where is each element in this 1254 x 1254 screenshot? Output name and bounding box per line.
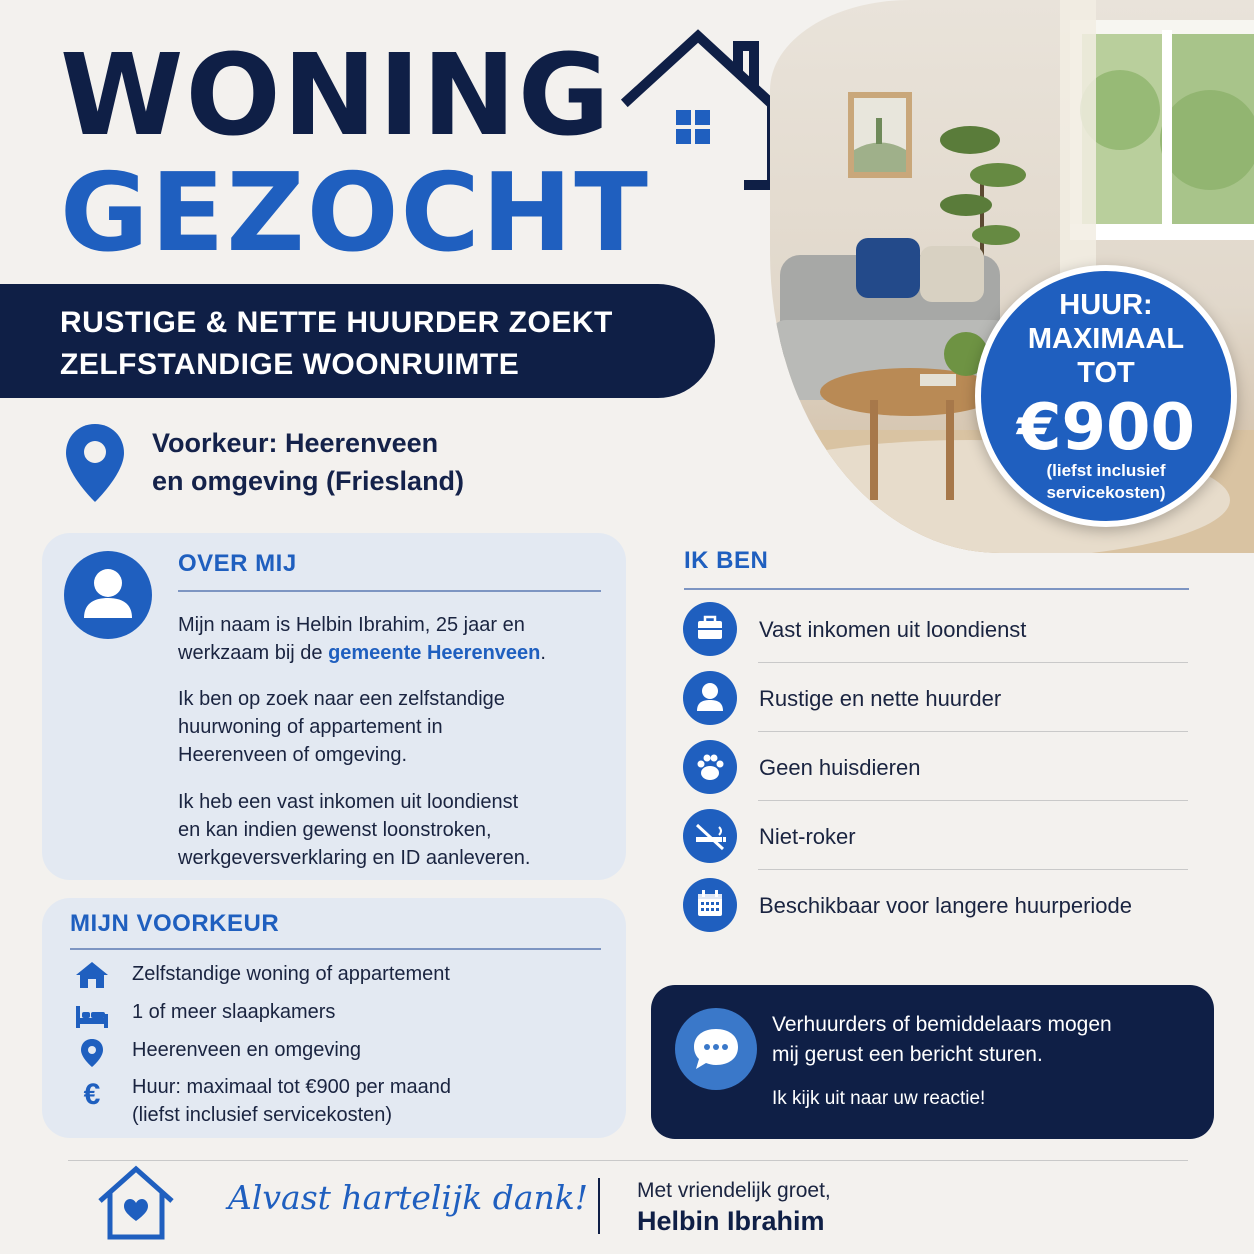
footer-divider bbox=[68, 1160, 1188, 1161]
employer-highlight: gemeente Heerenveen bbox=[328, 642, 541, 664]
price-amount: €900 bbox=[1016, 391, 1196, 465]
bed-icon bbox=[74, 1000, 110, 1030]
location-line-1: Voorkeur: Heerenveen bbox=[152, 428, 439, 458]
banner-line-2: ZELFSTANDIGE WOONRUIMTE bbox=[60, 348, 520, 381]
ik-ben-item-2: Rustige en nette huurder bbox=[759, 686, 1002, 711]
avatar-icon bbox=[63, 550, 153, 640]
over-mij-p3-line-2: en kan indien gewenst loonstroken, bbox=[178, 819, 492, 841]
mijn-voorkeur-divider bbox=[70, 948, 601, 950]
over-mij-p1-line-2 bbox=[178, 639, 598, 667]
calendar-icon bbox=[683, 878, 737, 932]
price-badge bbox=[975, 265, 1237, 527]
ik-ben-item-1: Vast inkomen uit loondienst bbox=[759, 617, 1027, 642]
home-icon bbox=[74, 960, 110, 990]
ik-ben-separator bbox=[758, 869, 1188, 870]
price-label-3: TOT bbox=[1077, 357, 1135, 389]
thanks-text: Alvast hartelijk dank! bbox=[228, 1178, 589, 1217]
banner-line-1: RUSTIGE & NETTE HUURDER ZOEKT bbox=[60, 306, 613, 339]
location-line-2: en omgeving (Friesland) bbox=[152, 466, 465, 496]
location-pin-icon bbox=[64, 422, 126, 504]
over-mij-paragraph-3 bbox=[178, 788, 598, 872]
voorkeur-item-3: Heerenveen en omgeving bbox=[132, 1039, 362, 1061]
message-line-3: Ik kijk uit naar uw reactie! bbox=[772, 1088, 986, 1109]
message-line-2: mij gerust een bericht sturen. bbox=[772, 1043, 1043, 1066]
over-mij-p2-line-1: Ik ben op zoek naar een zelfstandige bbox=[178, 688, 505, 710]
over-mij-p3-line-3: werkgeversverklaring en ID aanleveren. bbox=[178, 847, 531, 869]
mijn-voorkeur-heading: MIJN VOORKEUR bbox=[70, 910, 280, 937]
voorkeur-item-4-line-1: Huur: maximaal tot €900 per maand bbox=[132, 1076, 452, 1098]
chat-bubble-icon bbox=[674, 1007, 758, 1091]
subtitle-banner bbox=[0, 284, 715, 398]
ik-ben-item-4: Niet-roker bbox=[759, 824, 856, 849]
location-pin-icon bbox=[74, 1038, 110, 1068]
ik-ben-separator bbox=[758, 662, 1188, 663]
person-icon bbox=[683, 671, 737, 725]
heart-home-icon bbox=[94, 1163, 178, 1243]
over-mij-paragraph-1 bbox=[178, 611, 598, 667]
price-label-2: MAXIMAAL bbox=[1027, 323, 1185, 355]
no-smoking-icon bbox=[683, 809, 737, 863]
title-line-2: GEZOCHT bbox=[60, 151, 650, 276]
title-line-1: WONING bbox=[60, 31, 612, 161]
price-label-1: HUUR: bbox=[1059, 289, 1153, 321]
signature-name: Helbin Ibrahim bbox=[637, 1206, 825, 1236]
over-mij-p2-line-2: huurwoning of appartement in bbox=[178, 716, 443, 738]
over-mij-heading: OVER MIJ bbox=[178, 550, 297, 577]
voorkeur-item-4-line-2: (liefst inclusief servicekosten) bbox=[132, 1104, 393, 1126]
message-line-1: Verhuurders of bemiddelaars mogen bbox=[772, 1013, 1112, 1036]
over-mij-p1-line-1: Mijn naam is Helbin Ibrahim, 25 jaar en bbox=[178, 614, 525, 636]
voorkeur-item-1: Zelfstandige woning of appartement bbox=[132, 963, 450, 985]
voorkeur-item-4 bbox=[132, 1073, 451, 1129]
ik-ben-item-5: Beschikbaar voor langere huurperiode bbox=[759, 893, 1133, 918]
over-mij-p1-text: werkzaam bij de bbox=[178, 642, 329, 664]
house-logo-icon bbox=[620, 28, 780, 193]
ik-ben-divider bbox=[684, 588, 1189, 590]
price-note-1: (liefst inclusief bbox=[1046, 461, 1166, 480]
over-mij-p3-line-1: Ik heb een vast inkomen uit loondienst bbox=[178, 791, 519, 813]
voorkeur-item-2: 1 of meer slaapkamers bbox=[132, 1001, 336, 1023]
over-mij-p1-end: . bbox=[540, 642, 546, 664]
greeting-text: Met vriendelijk groet, bbox=[637, 1179, 831, 1202]
ik-ben-heading: IK BEN bbox=[684, 547, 769, 574]
ik-ben-separator bbox=[758, 731, 1188, 732]
paw-icon bbox=[683, 740, 737, 794]
ik-ben-separator bbox=[758, 800, 1188, 801]
price-note-2: servicekosten) bbox=[1046, 483, 1166, 502]
briefcase-icon bbox=[683, 602, 737, 656]
footer-separator bbox=[598, 1178, 600, 1234]
over-mij-divider bbox=[178, 590, 601, 592]
over-mij-p2-line-3: Heerenveen of omgeving. bbox=[178, 744, 408, 766]
ik-ben-item-3: Geen huisdieren bbox=[759, 755, 921, 780]
euro-icon: € bbox=[83, 1078, 101, 1111]
over-mij-paragraph-2 bbox=[178, 685, 598, 769]
